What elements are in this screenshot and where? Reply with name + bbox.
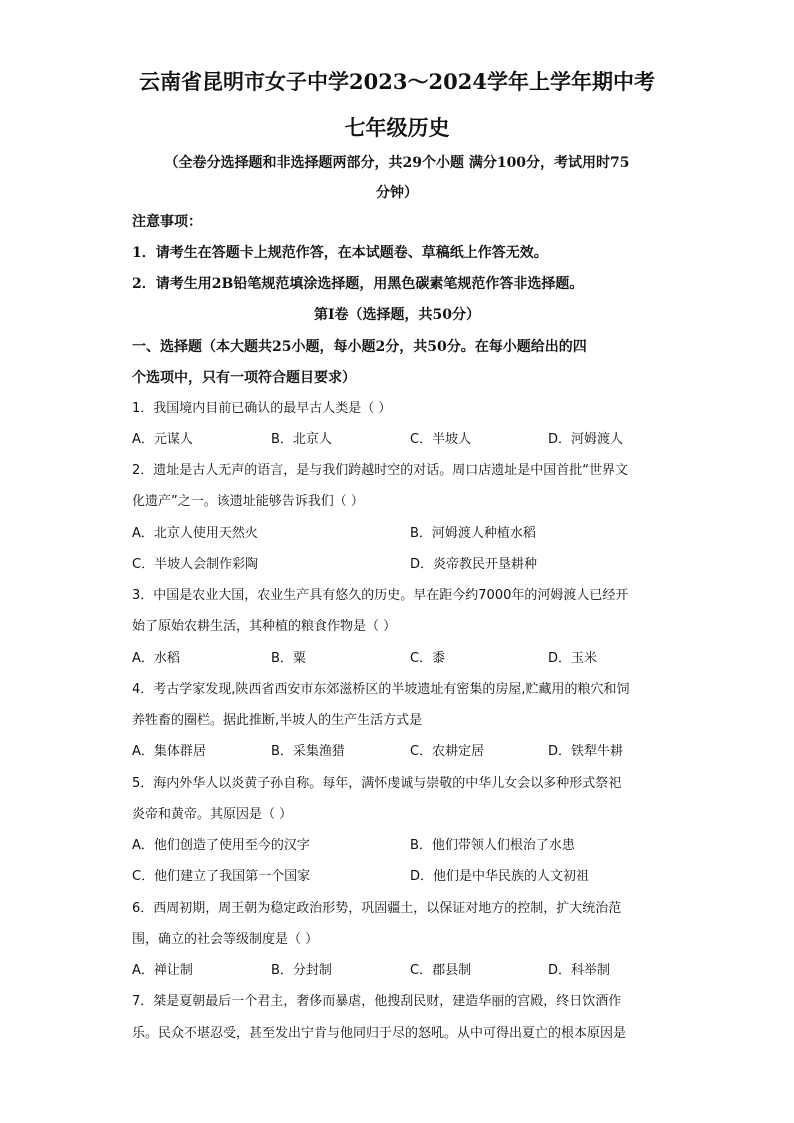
question-4-option-c: C．农耕定居: [410, 744, 485, 759]
question-3-option-d: D．玉米: [548, 651, 598, 666]
question-5-option-c: C．他们建立了我国第一个国家: [132, 869, 311, 884]
question-1-option-d: D．河姆渡人: [548, 432, 624, 447]
exam-instructions-line1: （全卷分选择题和非选择题两部分，共29个小题 满分100分，考试用时75: [164, 155, 630, 171]
notice-item-2: 2．请考生用2B铅笔规范填涂选择题，用黑色碳素笔规范作答非选择题。: [132, 276, 584, 292]
question-2-option-a: A．北京人使用天然火: [132, 526, 258, 541]
question-1-option-c: C．半坡人: [410, 432, 472, 447]
question-3-stem-line2: 始了原始农耕生活，其种植的粮食作物是（ ）: [132, 619, 397, 634]
question-5-option-b: B．他们带领人们根治了水患: [410, 838, 575, 853]
notice-item-1: 1．请考生在答题卡上规范作答，在本试题卷、草稿纸上作答无效。: [132, 245, 548, 261]
exam-instructions: [132, 148, 662, 208]
question-4-stem-line1: 4．考古学家发现,陕西省西安市东郊滋桥区的半坡遗址有密集的房屋,贮藏用的粮穴和饲: [132, 682, 630, 697]
question-2-option-b: B．河姆渡人种植水稻: [410, 526, 536, 541]
question-7-stem-line2: 乐。民众不堪忍受，甚至发出宁肯与他同归于尽的怒吼。从中可得出夏亡的根本原因是: [132, 1026, 627, 1041]
question-4-stem-line2: 养牲畜的圈栏。据此推断,半坡人的生产生活方式是: [132, 713, 423, 728]
question-2-option-d: D．炎帝教民开垦耕种: [410, 557, 538, 572]
question-4-option-a: A．集体群居: [132, 744, 206, 759]
question-6-stem-line2: 围，确立的社会等级制度是（ ）: [132, 932, 319, 947]
question-6-stem-line1: 6．西周初期，周王朝为稳定政治形势，巩固疆土，以保证对地方的控制，扩大统治范: [132, 901, 622, 916]
question-7-stem-line1: 7．桀是夏朝最后一个君主，奢侈而暴虐，他搜刮民财，建造华丽的宫殿，终日饮酒作: [132, 994, 622, 1009]
notice-heading: 注意事项：: [132, 214, 202, 230]
question-6-option-b: B．分封制: [271, 963, 332, 978]
exam-subject-title: 七年级历史: [344, 115, 450, 140]
question-2-stem-line1: 2．遗址是古人无声的语言，是与我们跨越时空的对话。周口店遗址是中国首批“世界文: [132, 463, 629, 478]
question-3-option-c: C．黍: [410, 651, 446, 666]
question-5-option-d: D．他们是中华民族的人文初祖: [410, 869, 590, 884]
part1-title: 第I卷（选择题，共50分）: [313, 307, 481, 323]
question-3-option-a: A．水稻: [132, 651, 180, 666]
question-6-option-d: D．科举制: [548, 963, 611, 978]
question-6-option-c: C．郡县制: [410, 963, 472, 978]
question-2-stem-line2: 化遗产”之一。该遗址能够告诉我们（ ）: [132, 494, 364, 509]
question-6-option-a: A．禅让制: [132, 963, 193, 978]
question-3-option-b: B．粟: [271, 651, 306, 666]
question-5-stem-line2: 炎帝和黄帝。其原因是（ ）: [132, 807, 293, 822]
exam-instructions-line2: 分钟）: [376, 185, 418, 201]
question-5-stem-line1: 5．海内外华人以炎黄子孙自称。每年，满怀虔诚与崇敬的中华儿女会以多种形式祭祀: [132, 776, 622, 791]
question-5-option-a: A．他们创造了使用至今的汉字: [132, 838, 310, 853]
question-1-option-a: A．元谋人: [132, 432, 193, 447]
section-heading-line1: 一、选择题（本大题共25小题，每小题2分，共50分。在每小题给出的四: [132, 339, 587, 355]
question-3-stem-line1: 3．中国是农业大国，农业生产具有悠久的历史。早在距今约7000年的河姆渡人已经开: [132, 588, 629, 603]
question-4-option-b: B．采集渔猎: [271, 744, 345, 759]
exam-title: 云南省昆明市女子中学2023～2024学年上学年期中考: [139, 69, 655, 94]
question-2-option-c: C．半坡人会制作彩陶: [132, 557, 259, 572]
question-4-option-d: D．铁犁牛耕: [548, 744, 624, 759]
question-1-option-b: B．北京人: [271, 432, 332, 447]
question-1-stem: 1．我国境内目前已确认的最早古人类是（ ）: [132, 401, 392, 416]
section-heading-line2: 个选项中，只有一项符合题目要求）: [132, 370, 356, 386]
